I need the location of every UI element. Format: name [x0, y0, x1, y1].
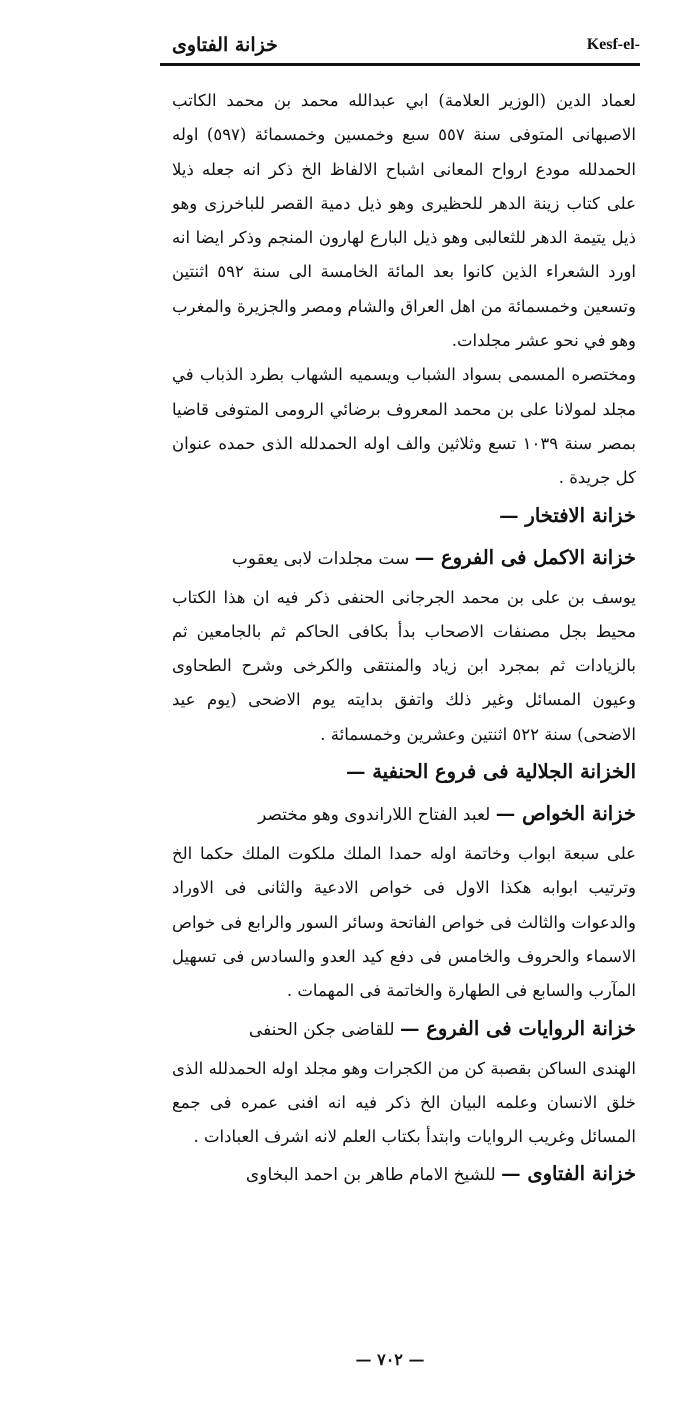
paragraph-abridgement: ومختصره المسمى بسواد الشباب ويسميه الشهاب بطرد الذباب في مجلد لمولانا على بن محمد المعروف برضائي الرومى المتوفى قاضيا بمصر سنة ١٠٣٩ تسع وثلاثين والف اوله الحمدلله الذى حمده عنوان كل جريدة . — [172, 365, 636, 488]
entry-title-khawas: خزانة الخواص — — [495, 802, 636, 826]
entry-akmal — [172, 540, 636, 577]
running-head: Kesf-el- — [586, 36, 640, 53]
running-title: خزانة الفتاوى — [172, 34, 278, 56]
entry-riwayat — [172, 1011, 636, 1048]
entry-title-iftikhar: خزانة الافتخار — — [499, 503, 636, 527]
entry-title-riwayat: خزانة الروايات فى الفروع — — [399, 1016, 636, 1040]
page-body — [172, 84, 636, 1197]
entry-head-riwayat-rest: للقاضى جكن الحنفى — [248, 1019, 400, 1040]
entry-head-fatawa-rest: للشيخ الامام طاهر بن احمد البخاوى — [245, 1165, 502, 1186]
entry-title-jalaliyya: الخزانة الجلالية فى فروع الحنفية — — [345, 760, 636, 784]
entry-text-khawas: على سبعة ابواب وخاتمة اوله حمدا الملك ملكوت الملك حكما الخ وترتيب ابوابه هكذا الاول فى خواص الادعية والثانى فى الاوراد والدعوات والثالث فى خواص الفاتحة وسائر السور والرابع فى خواص الاسماء والحروف والخامس فى دفع كيد العدو والسادس فى تسهيل المآرب والسابع فى الطهارة والخاتمة فى المهمات . — [172, 844, 636, 1001]
page-number: — ٧٠٢ — — [355, 1350, 425, 1369]
entry-fatawa — [172, 1156, 636, 1193]
header-rule — [160, 63, 640, 66]
entry-title-akmal: خزانة الاكمل فى الفروع — — [414, 545, 636, 569]
entry-title-fatawa: خزانة الفتاوى — — [501, 1162, 636, 1186]
paragraph-kharida-continuation: لعماد الدين (الوزير العلامة) ابي عبدالله محمد بن محمد الكاتب الاصبهانى المتوفى سنة ٥٥٧ سبع وخمسين وخمسمائة (٥٩٧) اوله الحمدلله مودع ارواح المعانى اشباح الالفاظ الخ ذكر انه جعله ذيلا على كتاب زينة الدهر للحظيرى وهو ذيل دمية القصر للباخرزى وهو ذيل يتيمة الدهر للثعالبى وهو ذيل البارع لهارون المنجم وذكر ايضا انه اورد الشعراء الذين كانوا بعد المائة الخامسة الى سنة ٥٩٢ اثنتين وتسعين وخمسمائة من اهل العراق والشام ومصر والجزيرة والمغرب وهو في نحو عشر مجلدات. — [172, 91, 637, 351]
entry-text-riwayat: الهندى الساكن بقصبة كن من الكجرات وهو مجلد اوله الحمدلله الذى خلق الانسان وعلمه البيان الخ ذكر فيه انه افنى عمره فى جمع المسائل وغريب الروايات وابتدأ بكتاب العلم لانه اشرف العبادات . — [172, 1058, 636, 1147]
entry-head-khawas-rest: لعبد الفتاح اللاراندوى وهو مختصر — [258, 805, 496, 826]
entry-khawas — [172, 796, 636, 833]
entry-text-akmal: يوسف بن على بن محمد الجرجانى الحنفى ذكر فيه ان هذا الكتاب محيط بجل مصنفات الاصحاب بدأ بكافى الحاكم ثم بالجامعين ثم بالزيادات ثم بمجرد ابن زياد والمنتقى والكرخى وشرح الطحاوى وعيون المسائل وغير ذلك واتفق بدايته يوم الاضحى (يوم عيد الاضحى) سنة ٥٢٢ اثنتين وعشرين وخمسمائة . — [172, 587, 636, 744]
entry-head-akmal-rest: ست مجلدات لابى يعقوب — [231, 548, 415, 569]
page-header — [160, 28, 640, 62]
